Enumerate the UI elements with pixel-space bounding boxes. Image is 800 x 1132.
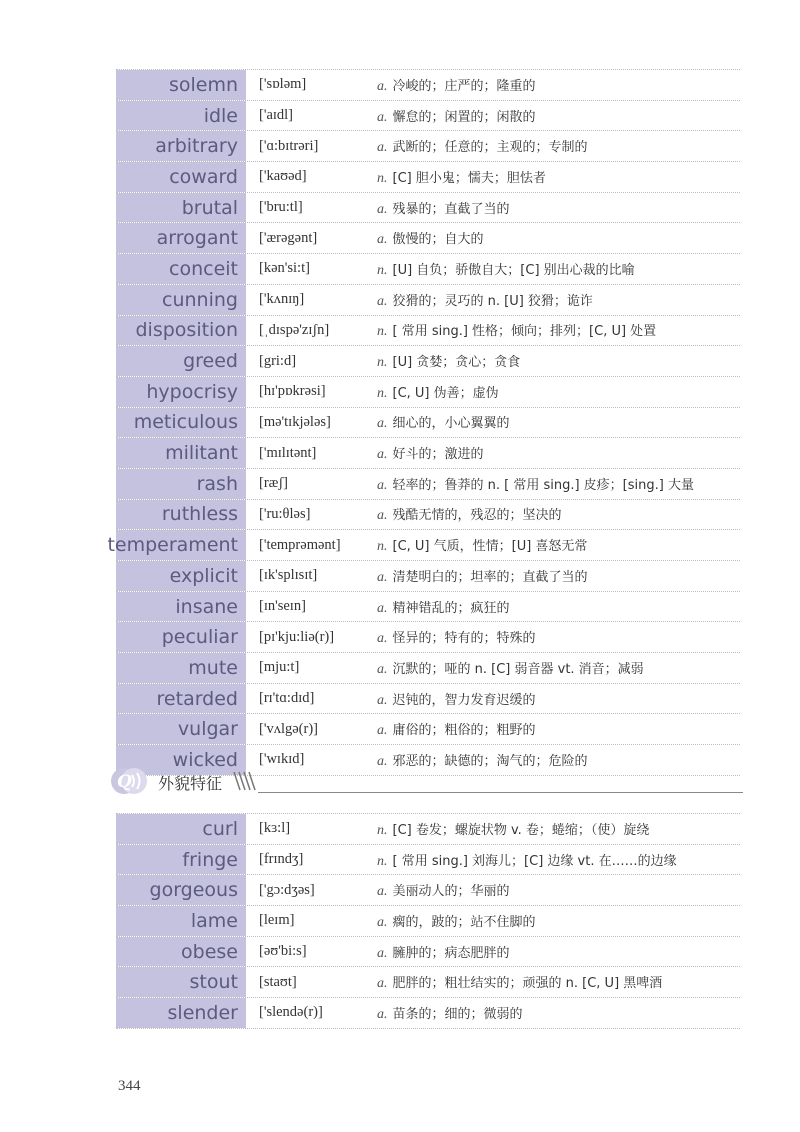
vocab-row bbox=[116, 714, 740, 745]
vocab-phonetic: [pɪ'kju:liə(r)] bbox=[259, 628, 335, 645]
vocab-phonetic: [gri:d] bbox=[259, 352, 297, 369]
vocab-word: insane bbox=[116, 592, 247, 622]
vocab-phonetic: ['kʌnɪŋ] bbox=[259, 291, 305, 308]
vocab-row bbox=[116, 377, 740, 408]
vocab-word: disposition bbox=[116, 316, 247, 346]
vocab-definition bbox=[375, 627, 740, 647]
vocab-definition bbox=[375, 689, 740, 709]
vocab-row bbox=[116, 875, 740, 906]
vocab-definition bbox=[375, 259, 740, 279]
part-of-speech: n. bbox=[377, 355, 388, 371]
part-of-speech: a. bbox=[377, 569, 388, 585]
definition-text: [U] 自负；骄傲自大；[C] 别出心裁的比喻 bbox=[392, 262, 635, 278]
vocab-row bbox=[116, 906, 740, 937]
vocab-word: arbitrary bbox=[116, 131, 247, 161]
part-of-speech: n. bbox=[377, 170, 388, 186]
definition-text: 傲慢的；自大的 bbox=[392, 232, 484, 248]
vocab-row bbox=[116, 131, 740, 162]
definition-text: 美丽动人的；华丽的 bbox=[392, 884, 510, 900]
vocab-word: coward bbox=[116, 162, 247, 192]
vocab-word: solemn bbox=[116, 70, 247, 100]
vocab-definition bbox=[375, 106, 740, 126]
vocab-word: lame bbox=[116, 906, 247, 936]
vocab-phonetic: ['sɒləm] bbox=[259, 76, 307, 93]
vocab-definition bbox=[375, 228, 740, 248]
vocab-row bbox=[116, 346, 740, 377]
part-of-speech: a. bbox=[377, 201, 388, 217]
vocab-phonetic: [leɪm] bbox=[259, 912, 295, 929]
vocab-definition bbox=[375, 658, 740, 678]
vocab-phonetic: [staʊt] bbox=[259, 973, 297, 990]
definition-text: 庸俗的；粗俗的；粗野的 bbox=[392, 723, 536, 739]
definition-text: 肥胖的；粗壮结实的；顽强的 n. [C, U] 黑啤酒 bbox=[392, 976, 663, 992]
svg-text:Q: Q bbox=[117, 772, 132, 792]
part-of-speech: a. bbox=[377, 723, 388, 739]
section-header bbox=[108, 764, 743, 798]
vocab-row bbox=[116, 408, 740, 439]
definition-text: 轻率的；鲁莽的 n. [ 常用 sing.] 皮疹；[sing.] 大量 bbox=[392, 477, 694, 493]
vocab-word: explicit bbox=[116, 561, 247, 591]
vocab-row bbox=[116, 592, 740, 623]
vocab-phonetic: ['gɔ:dʒəs] bbox=[259, 881, 315, 898]
vocab-row bbox=[116, 101, 740, 132]
part-of-speech: a. bbox=[377, 78, 388, 94]
vocab-word: rash bbox=[116, 469, 247, 499]
vocab-word: stout bbox=[116, 967, 247, 997]
vocab-row bbox=[116, 684, 740, 715]
vocab-row bbox=[116, 193, 740, 224]
vocab-definition bbox=[375, 504, 740, 524]
vocab-row bbox=[107, 530, 740, 561]
vocab-definition bbox=[375, 474, 740, 494]
vocab-row bbox=[116, 438, 740, 469]
definition-text: [C, U] 伪善；虚伪 bbox=[392, 385, 499, 401]
definition-text: [U] 贪婪；贪心；贪食 bbox=[392, 355, 521, 371]
part-of-speech: n. bbox=[377, 385, 388, 401]
speech-bubble-icon bbox=[108, 766, 154, 796]
vocab-definition bbox=[375, 535, 740, 555]
vocab-definition bbox=[375, 819, 740, 839]
vocab-phonetic: ['ru:θləs] bbox=[259, 505, 311, 522]
vocabulary-table-appearance bbox=[116, 813, 740, 1029]
vocab-row bbox=[116, 285, 740, 316]
vocab-word: arrogant bbox=[116, 223, 247, 253]
part-of-speech: a. bbox=[377, 753, 388, 769]
definition-text: 冷峻的；庄严的；隆重的 bbox=[392, 78, 536, 94]
vocab-phonetic: [ɪn'seɪn] bbox=[259, 598, 306, 615]
vocab-phonetic: ['vʌlgə(r)] bbox=[259, 720, 318, 737]
vocab-definition bbox=[375, 320, 740, 340]
definition-text: 邪恶的；缺德的；淘气的；危险的 bbox=[392, 753, 588, 769]
definition-text: 迟钝的，智力发育迟缓的 bbox=[392, 692, 536, 708]
vocab-phonetic: [rɪ'tɑ:dɪd] bbox=[259, 690, 315, 707]
part-of-speech: a. bbox=[377, 631, 388, 647]
vocab-word: mute bbox=[116, 653, 247, 683]
part-of-speech: a. bbox=[377, 600, 388, 616]
vocab-word: slender bbox=[116, 998, 247, 1028]
vocab-word: wicked bbox=[116, 745, 247, 775]
vocab-word: gorgeous bbox=[116, 875, 247, 905]
part-of-speech: n. bbox=[377, 853, 388, 869]
part-of-speech: a. bbox=[377, 447, 388, 463]
definition-text: [C] 胆小鬼；懦夫；胆怯者 bbox=[392, 170, 546, 186]
vocab-definition bbox=[375, 880, 740, 900]
section-title: 外貌特征 bbox=[158, 774, 223, 793]
definition-text: 武断的；任意的；主观的；专制的 bbox=[392, 140, 588, 156]
page-number: 344 bbox=[118, 1078, 141, 1094]
vocab-row bbox=[116, 814, 740, 845]
vocab-row bbox=[116, 967, 740, 998]
definition-text: 狡猾的；灵巧的 n. [U] 狡猾；诡诈 bbox=[392, 293, 593, 309]
vocab-phonetic: [əʊ'bi:s] bbox=[259, 943, 307, 960]
vocab-word: brutal bbox=[116, 193, 247, 223]
part-of-speech: a. bbox=[377, 477, 388, 493]
part-of-speech: a. bbox=[377, 661, 388, 677]
vocab-word: obese bbox=[116, 937, 247, 967]
part-of-speech: a. bbox=[377, 140, 388, 156]
vocab-phonetic: ['slendə(r)] bbox=[259, 1004, 323, 1021]
definition-text: 懈怠的；闲置的；闲散的 bbox=[392, 109, 536, 125]
vocab-word: idle bbox=[116, 101, 247, 131]
vocab-row bbox=[116, 653, 740, 684]
part-of-speech: a. bbox=[377, 109, 388, 125]
vocab-word: fringe bbox=[116, 845, 247, 875]
vocab-definition bbox=[375, 167, 740, 187]
part-of-speech: a. bbox=[377, 945, 388, 961]
vocab-definition bbox=[375, 75, 740, 95]
definition-text: 残酷无情的，残忍的；坚决的 bbox=[392, 508, 562, 524]
vocab-definition bbox=[375, 850, 740, 870]
vocab-definition bbox=[375, 412, 740, 432]
vocab-phonetic: [ræʃ] bbox=[259, 475, 288, 492]
vocab-word: hypocrisy bbox=[116, 377, 247, 407]
vocab-phonetic: ['ærəgənt] bbox=[259, 229, 318, 246]
vocab-row bbox=[116, 254, 740, 285]
part-of-speech: a. bbox=[377, 232, 388, 248]
vocab-definition bbox=[375, 566, 740, 586]
vocab-phonetic: ['wɪkɪd] bbox=[259, 751, 305, 768]
vocab-phonetic: ['temprəmənt] bbox=[259, 536, 341, 553]
definition-text: 怪异的；特有的；特殊的 bbox=[392, 631, 536, 647]
vocab-phonetic: [ˌdɪspə'zɪʃn] bbox=[259, 321, 330, 338]
part-of-speech: n. bbox=[377, 822, 388, 838]
vocab-phonetic: ['aɪdl] bbox=[259, 107, 294, 124]
vocab-word: peculiar bbox=[116, 622, 247, 652]
vocab-definition bbox=[375, 351, 740, 371]
vocab-row bbox=[116, 561, 740, 592]
part-of-speech: a. bbox=[377, 976, 388, 992]
vocab-row bbox=[116, 622, 740, 653]
part-of-speech: a. bbox=[377, 508, 388, 524]
vocab-phonetic: [mə'tɪkjələs] bbox=[259, 413, 331, 430]
vocab-word: greed bbox=[116, 346, 247, 376]
definition-text: 瘸的，跛的；站不住脚的 bbox=[392, 914, 536, 930]
vocab-phonetic: ['mɪlɪtənt] bbox=[259, 444, 317, 461]
definition-text: [ 常用 sing.] 刘海儿；[C] 边缘 vt. 在……的边缘 bbox=[392, 853, 677, 869]
part-of-speech: a. bbox=[377, 914, 388, 930]
definition-text: 苗条的；细的；微弱的 bbox=[392, 1006, 523, 1022]
vocab-row bbox=[116, 937, 740, 968]
vocab-phonetic: ['ɑ:bɪtrəri] bbox=[259, 137, 319, 154]
vocab-phonetic: [mju:t] bbox=[259, 659, 300, 676]
vocab-word: cunning bbox=[116, 285, 247, 315]
definition-text: [C, U] 气质，性情；[U] 喜怒无常 bbox=[392, 539, 588, 555]
vocab-word: temperament bbox=[116, 530, 247, 560]
vocab-word: ruthless bbox=[116, 500, 247, 530]
vocab-definition bbox=[375, 597, 740, 617]
vocab-definition bbox=[375, 1003, 740, 1023]
vocab-definition bbox=[375, 198, 740, 218]
vocab-row bbox=[116, 316, 740, 347]
vocab-definition bbox=[375, 136, 740, 156]
vocab-definition bbox=[375, 942, 740, 962]
stripes-decoration-icon bbox=[232, 770, 256, 792]
vocabulary-table-character bbox=[107, 69, 740, 776]
definition-text: 清楚明白的；坦率的；直截了当的 bbox=[392, 569, 588, 585]
vocab-row bbox=[116, 998, 740, 1029]
vocab-word: vulgar bbox=[116, 714, 247, 744]
vocab-row bbox=[116, 223, 740, 254]
vocab-row bbox=[116, 845, 740, 876]
vocab-word: curl bbox=[116, 814, 247, 844]
section-divider bbox=[258, 792, 743, 793]
vocab-phonetic: [kɜ:l] bbox=[259, 820, 291, 837]
vocab-phonetic: [frɪndʒ] bbox=[259, 851, 304, 868]
part-of-speech: a. bbox=[377, 416, 388, 432]
vocab-phonetic: ['bru:tl] bbox=[259, 199, 303, 216]
vocab-word: retarded bbox=[116, 684, 247, 714]
vocab-definition bbox=[375, 443, 740, 463]
vocab-row bbox=[116, 70, 740, 101]
definition-text: [ 常用 sing.] 性格；倾向；排列；[C, U] 处置 bbox=[392, 324, 657, 340]
definition-text: 残暴的；直截了当的 bbox=[392, 201, 510, 217]
part-of-speech: n. bbox=[377, 262, 388, 278]
definition-text: 沉默的；哑的 n. [C] 弱音器 vt. 消音；减弱 bbox=[392, 661, 644, 677]
part-of-speech: n. bbox=[377, 539, 388, 555]
vocab-word: meticulous bbox=[116, 408, 247, 438]
vocab-definition bbox=[375, 290, 740, 310]
vocab-word: militant bbox=[116, 438, 247, 468]
definition-text: 精神错乱的；疯狂的 bbox=[392, 600, 510, 616]
definition-text: 细心的，小心翼翼的 bbox=[392, 416, 510, 432]
vocab-phonetic: [ɪk'splɪsɪt] bbox=[259, 567, 318, 584]
part-of-speech: n. bbox=[377, 324, 388, 340]
vocab-row bbox=[116, 162, 740, 193]
definition-text: 臃肿的；病态肥胖的 bbox=[392, 945, 510, 961]
vocab-phonetic: [kən'si:t] bbox=[259, 260, 310, 277]
vocab-row bbox=[116, 500, 740, 531]
definition-text: 好斗的；激进的 bbox=[392, 447, 484, 463]
part-of-speech: a. bbox=[377, 692, 388, 708]
vocab-definition bbox=[375, 972, 740, 992]
vocab-phonetic: ['kaʊəd] bbox=[259, 168, 307, 185]
vocab-definition bbox=[375, 719, 740, 739]
vocab-row bbox=[116, 469, 740, 500]
part-of-speech: a. bbox=[377, 884, 388, 900]
definition-text: [C] 卷发；螺旋状物 v. 卷；蜷缩；（使）旋绕 bbox=[392, 822, 650, 838]
part-of-speech: a. bbox=[377, 293, 388, 309]
vocab-definition bbox=[375, 382, 740, 402]
vocab-definition bbox=[375, 911, 740, 931]
vocab-word: conceit bbox=[116, 254, 247, 284]
part-of-speech: a. bbox=[377, 1006, 388, 1022]
vocab-phonetic: [hɪ'pɒkrəsi] bbox=[259, 383, 326, 400]
